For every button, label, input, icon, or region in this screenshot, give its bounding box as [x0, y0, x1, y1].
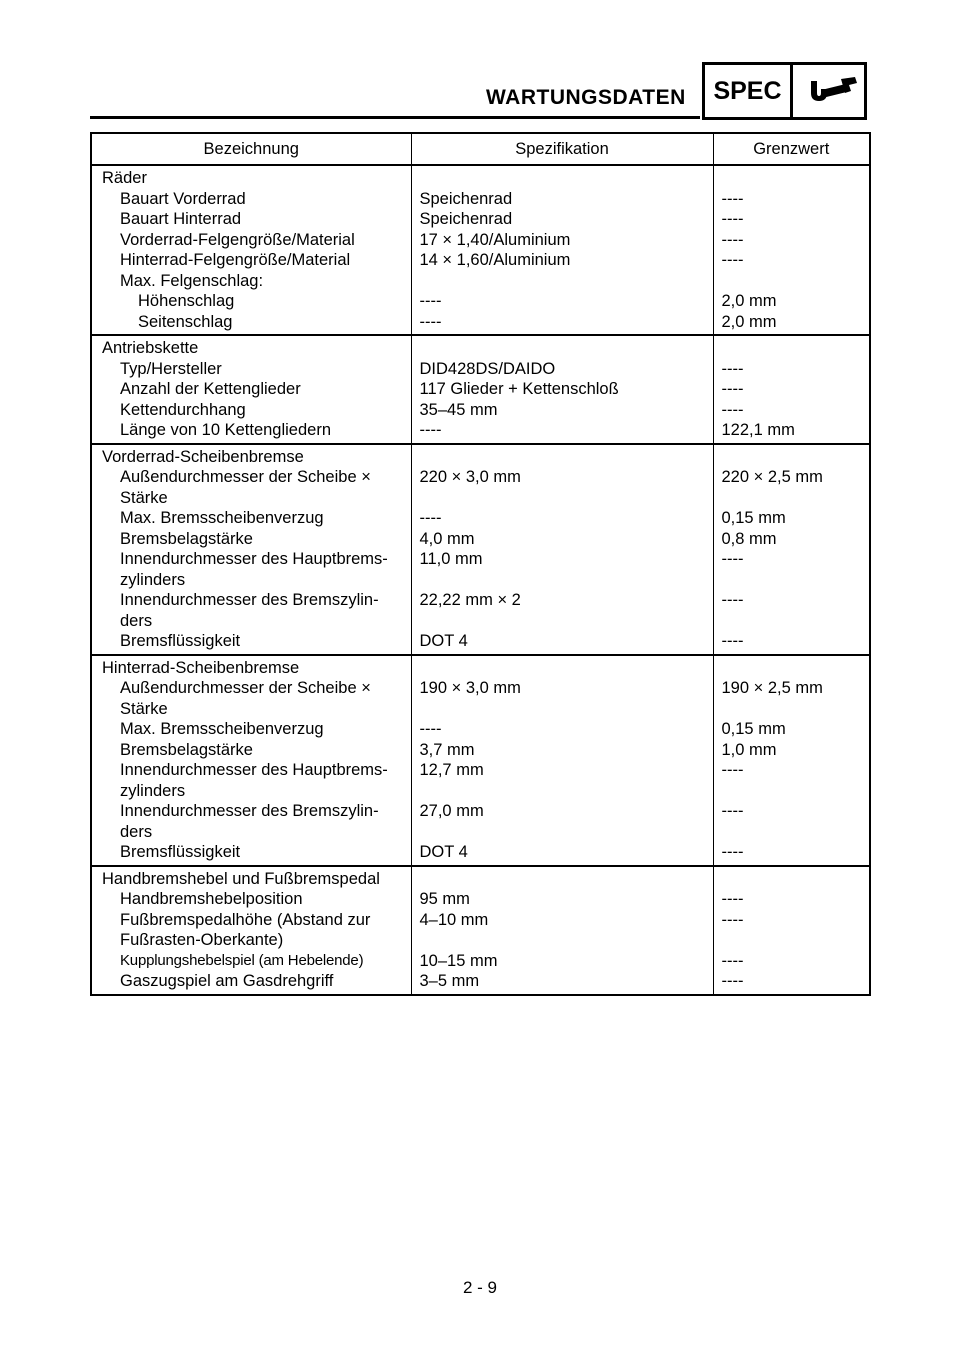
cell-grenzwert: ---- [713, 971, 870, 995]
table-group [91, 655, 870, 866]
cell-bezeichnung: Seitenschlag [138, 312, 233, 331]
cell-grenzwert [713, 335, 870, 359]
table-row [91, 250, 870, 271]
cell-grenzwert [713, 271, 870, 292]
table-row [91, 740, 870, 761]
table-row [91, 529, 870, 550]
table-row [91, 889, 870, 910]
cell-grenzwert: 122,1 mm [713, 420, 870, 444]
cell-grenzwert: ---- [713, 910, 870, 951]
table-row [91, 230, 870, 251]
cell-grenzwert: 0,15 mm [713, 719, 870, 740]
table-row [91, 655, 870, 679]
cell-spezifikation: ---- [411, 508, 713, 529]
spec-badge-label: SPEC [705, 65, 793, 117]
table-row [91, 291, 870, 312]
cell-spezifikation: DOT 4 [411, 631, 713, 655]
cell-bezeichnung: Anzahl der Kettenglieder [120, 380, 301, 398]
cell-spezifikation: 117 Glieder + Kettenschloß [411, 379, 713, 400]
table-row [91, 400, 870, 421]
cell-spezifikation: 22,22 mm × 2 [411, 590, 713, 631]
column-header: Spezifikation [411, 133, 713, 165]
cell-bezeichnung: Typ/Hersteller [120, 359, 222, 378]
cell-bezeichnung: Innendurchmesser des Hauptbrems-zylinders [120, 550, 388, 589]
cell-bezeichnung: Kettendurchhang [120, 400, 246, 419]
cell-bezeichnung: Hinterrad-Scheibenbremse [102, 658, 300, 677]
cell-spezifikation: 12,7 mm [411, 760, 713, 801]
page-number: 2 - 9 [462, 1278, 498, 1297]
cell-grenzwert: ---- [713, 760, 870, 801]
cell-grenzwert: ---- [713, 889, 870, 910]
cell-grenzwert: ---- [713, 209, 870, 230]
cell-grenzwert: 1,0 mm [713, 740, 870, 761]
cell-grenzwert: ---- [713, 400, 870, 421]
table-row [91, 951, 870, 972]
cell-bezeichnung: Vorderrad-Felgengröße/Material [120, 230, 355, 249]
cell-spezifikation: 190 × 3,0 mm [411, 678, 713, 719]
wrench-icon [797, 71, 863, 111]
cell-spezifikation: 220 × 3,0 mm [411, 467, 713, 508]
table-row [91, 631, 870, 655]
table-row [91, 444, 870, 468]
cell-bezeichnung: Innendurchmesser des Bremszylin-ders [120, 591, 379, 630]
cell-bezeichnung: Räder [102, 169, 147, 187]
cell-spezifikation: 27,0 mm [411, 801, 713, 842]
cell-bezeichnung: Bremsflüssigkeit [120, 632, 241, 650]
cell-bezeichnung: Außendurchmesser der Scheibe × Stärke [120, 679, 371, 718]
table-row [91, 189, 870, 210]
page-title: WARTUNGSDATEN [486, 86, 686, 109]
table-group [91, 165, 870, 335]
table-header-row [91, 133, 870, 165]
cell-spezifikation [411, 866, 713, 890]
cell-spezifikation: 11,0 mm [411, 549, 713, 590]
cell-grenzwert: ---- [713, 379, 870, 400]
header-rule [90, 116, 700, 119]
cell-spezifikation: 95 mm [411, 889, 713, 910]
table-row [91, 866, 870, 890]
cell-bezeichnung: Fußbremspedalhöhe (Abstand zur Fußrasten-Oberkante) [120, 910, 371, 949]
cell-spezifikation [411, 271, 713, 292]
cell-bezeichnung: Handbremshebelposition [120, 890, 303, 908]
spec-table [90, 132, 871, 996]
cell-spezifikation: 4,0 mm [411, 529, 713, 550]
cell-bezeichnung: Außendurchmesser der Scheibe × Stärke [120, 468, 371, 507]
table-row [91, 971, 870, 995]
table-row [91, 549, 870, 590]
table-row [91, 312, 870, 336]
cell-grenzwert: ---- [713, 359, 870, 380]
cell-bezeichnung: Antriebskette [102, 339, 199, 357]
cell-spezifikation [411, 335, 713, 359]
cell-grenzwert [713, 866, 870, 890]
cell-spezifikation: DID428DS/DAIDO [411, 359, 713, 380]
table-group [91, 335, 870, 444]
cell-spezifikation: 3–5 mm [411, 971, 713, 995]
cell-bezeichnung: Bremsbelagstärke [120, 529, 253, 548]
cell-spezifikation: 10–15 mm [411, 951, 713, 972]
column-header: Bezeichnung [91, 133, 411, 165]
cell-grenzwert: ---- [713, 549, 870, 590]
cell-spezifikation: ---- [411, 291, 713, 312]
cell-bezeichnung: Max. Bremsscheibenverzug [120, 509, 324, 527]
cell-bezeichnung: Bauart Vorderrad [120, 189, 246, 208]
table-row [91, 910, 870, 951]
cell-spezifikation: DOT 4 [411, 842, 713, 866]
cell-grenzwert: 0,15 mm [713, 508, 870, 529]
cell-grenzwert: ---- [713, 801, 870, 842]
cell-grenzwert: 2,0 mm [713, 291, 870, 312]
cell-bezeichnung: Bremsflüssigkeit [120, 843, 241, 861]
cell-spezifikation: ---- [411, 312, 713, 336]
table-row [91, 508, 870, 529]
cell-bezeichnung: Höhenschlag [138, 292, 235, 310]
cell-grenzwert: ---- [713, 189, 870, 210]
table-row [91, 467, 870, 508]
cell-bezeichnung: Handbremshebel und Fußbremspedal [102, 869, 380, 888]
cell-spezifikation [411, 444, 713, 468]
table-row [91, 165, 870, 189]
cell-bezeichnung: Max. Bremsscheibenverzug [120, 720, 324, 738]
cell-grenzwert: ---- [713, 631, 870, 655]
cell-spezifikation [411, 655, 713, 679]
cell-grenzwert: ---- [713, 842, 870, 866]
cell-grenzwert [713, 444, 870, 468]
cell-grenzwert: 220 × 2,5 mm [713, 467, 870, 508]
cell-bezeichnung: Länge von 10 Kettengliedern [120, 421, 332, 439]
cell-bezeichnung: Bauart Hinterrad [120, 210, 242, 228]
table-row [91, 719, 870, 740]
spec-badge [702, 62, 867, 120]
table-row [91, 209, 870, 230]
table-row [91, 801, 870, 842]
cell-spezifikation: Speichenrad [411, 189, 713, 210]
cell-bezeichnung: Innendurchmesser des Bremszylin-ders [120, 802, 379, 841]
cell-bezeichnung: Kupplungshebelspiel (am Hebelende) [120, 951, 364, 969]
cell-spezifikation: ---- [411, 420, 713, 444]
cell-spezifikation: 17 × 1,40/Aluminium [411, 230, 713, 251]
cell-grenzwert: 0,8 mm [713, 529, 870, 550]
cell-spezifikation: 35–45 mm [411, 400, 713, 421]
cell-bezeichnung: Bremsbelagstärke [120, 740, 253, 759]
cell-grenzwert [713, 655, 870, 679]
table-row [91, 359, 870, 380]
cell-spezifikation: 4–10 mm [411, 910, 713, 951]
cell-spezifikation: Speichenrad [411, 209, 713, 230]
cell-spezifikation [411, 165, 713, 189]
cell-bezeichnung: Hinterrad-Felgengröße/Material [120, 251, 351, 269]
table-row [91, 420, 870, 444]
table-row [91, 760, 870, 801]
cell-grenzwert [713, 165, 870, 189]
cell-bezeichnung: Vorderrad-Scheibenbremse [102, 447, 304, 466]
table-row [91, 590, 870, 631]
cell-spezifikation: 3,7 mm [411, 740, 713, 761]
table-row [91, 379, 870, 400]
cell-bezeichnung: Max. Felgenschlag: [120, 271, 264, 290]
column-header: Grenzwert [713, 133, 870, 165]
table-row [91, 842, 870, 866]
cell-grenzwert: 190 × 2,5 mm [713, 678, 870, 719]
cell-grenzwert: 2,0 mm [713, 312, 870, 336]
cell-bezeichnung: Gaszugspiel am Gasdrehgriff [120, 972, 334, 990]
table-row [91, 335, 870, 359]
cell-bezeichnung: Innendurchmesser des Hauptbrems-zylinders [120, 761, 388, 800]
table-row [91, 271, 870, 292]
cell-grenzwert: ---- [713, 250, 870, 271]
cell-grenzwert: ---- [713, 951, 870, 972]
cell-grenzwert: ---- [713, 230, 870, 251]
cell-spezifikation: 14 × 1,60/Aluminium [411, 250, 713, 271]
table-row [91, 678, 870, 719]
table-group [91, 866, 870, 995]
cell-grenzwert: ---- [713, 590, 870, 631]
table-group [91, 444, 870, 655]
cell-spezifikation: ---- [411, 719, 713, 740]
